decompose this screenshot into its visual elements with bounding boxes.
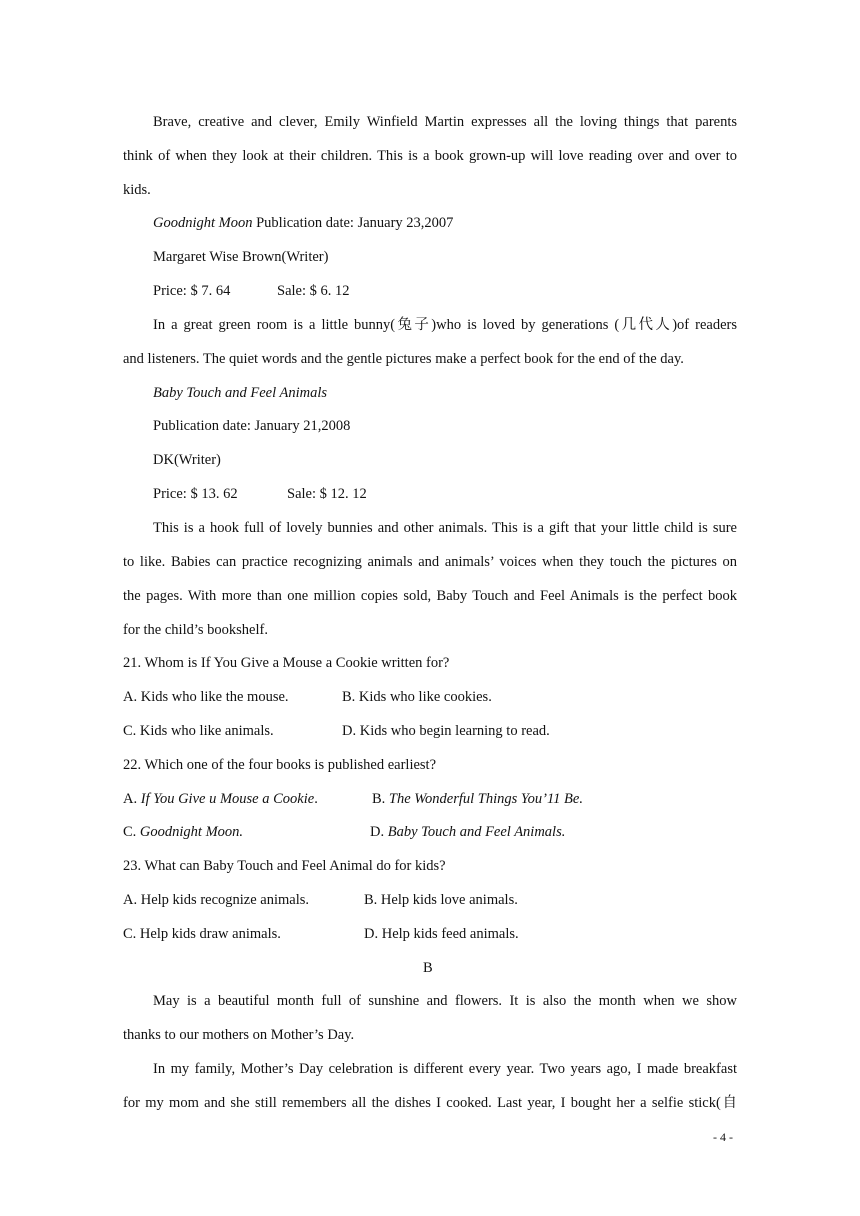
paragraph-line: the pages. With more than one million copies sold, Baby Touch and Feel Animals is the perfect book <box>123 588 737 604</box>
answer-option-d: D. Kids who begin learning to read. <box>342 723 550 739</box>
answer-option-c: C. Kids who like animals. <box>123 723 274 739</box>
book-title: Goodnight Moon <box>153 215 253 231</box>
paragraph-line: In a great green room is a little bunny(兔子)who is loved by generations (几代人)of readers <box>153 317 737 333</box>
publication-date: Publication date: January 23,2007 <box>252 215 454 231</box>
paragraph-line: for my mom and she still remembers all the dishes I cooked. Last year, I bought her a selfie stick(自 <box>123 1095 737 1111</box>
answer-option-a: A. If You Give u Mouse a Cookie. <box>123 791 318 807</box>
answer-option-d: D. Baby Touch and Feel Animals. <box>370 824 566 840</box>
paragraph-line: May is a beautiful month full of sunshine and flowers. It is also the month when we show <box>153 993 737 1009</box>
page-number: - 4 - <box>713 1130 733 1144</box>
paragraph-line: In my family, Mother’s Day celebration is different every year. Two years ago, I made breakfast <box>153 1061 737 1077</box>
book-price: Price: $ 13. 62 <box>153 486 238 502</box>
question-stem: 23. What can Baby Touch and Feel Animal do for kids? <box>123 858 446 874</box>
answer-option-a: A. Help kids recognize animals. <box>123 892 310 908</box>
question-stem: 22. Which one of the four books is published earliest? <box>123 757 437 773</box>
book-sale: Sale: $ 6. 12 <box>277 283 350 299</box>
answer-option-c: C. Help kids draw animals. <box>123 926 281 942</box>
question-stem: 21. Whom is If You Give a Mouse a Cookie written for? <box>123 655 450 671</box>
paragraph-line: This is a hook full of lovely bunnies and other animals. This is a gift that your little child is sure <box>153 520 737 536</box>
paragraph-line: for the child’s bookshelf. <box>123 622 268 638</box>
answer-option-d: D. Help kids feed animals. <box>364 926 519 942</box>
paragraph-line: Brave, creative and clever, Emily Winfield Martin expresses all the loving things that parents <box>153 114 737 130</box>
answer-option-b: B. Help kids love animals. <box>364 892 518 908</box>
book-writer: Margaret Wise Brown(Writer) <box>153 249 329 265</box>
book-title: Baby Touch and Feel Animals <box>153 385 327 401</box>
book-sale: Sale: $ 12. 12 <box>287 486 367 502</box>
book-price: Price: $ 7. 64 <box>153 283 231 299</box>
paragraph-line: and listeners. The quiet words and the gentle pictures make a perfect book for the end of the day. <box>123 351 684 367</box>
answer-option-b: B. The Wonderful Things You’11 Be. <box>372 791 583 807</box>
paragraph-line: to like. Babies can practice recognizing animals and animals’ voices when they touch the pictures on <box>123 554 737 570</box>
paragraph-line: kids. <box>123 182 151 198</box>
paragraph-line: think of when they look at their children. This is a book grown-up will love reading over and over to <box>123 148 737 164</box>
paragraph-line: thanks to our mothers on Mother’s Day. <box>123 1027 355 1043</box>
book-writer: DK(Writer) <box>153 452 221 468</box>
section-heading: B <box>423 960 433 976</box>
answer-option-a: A. Kids who like the mouse. <box>123 689 289 705</box>
publication-date: Publication date: January 21,2008 <box>153 418 351 434</box>
answer-option-c: C. Goodnight Moon. <box>123 824 244 840</box>
book-title-line <box>153 213 453 233</box>
answer-option-b: B. Kids who like cookies. <box>342 689 492 705</box>
